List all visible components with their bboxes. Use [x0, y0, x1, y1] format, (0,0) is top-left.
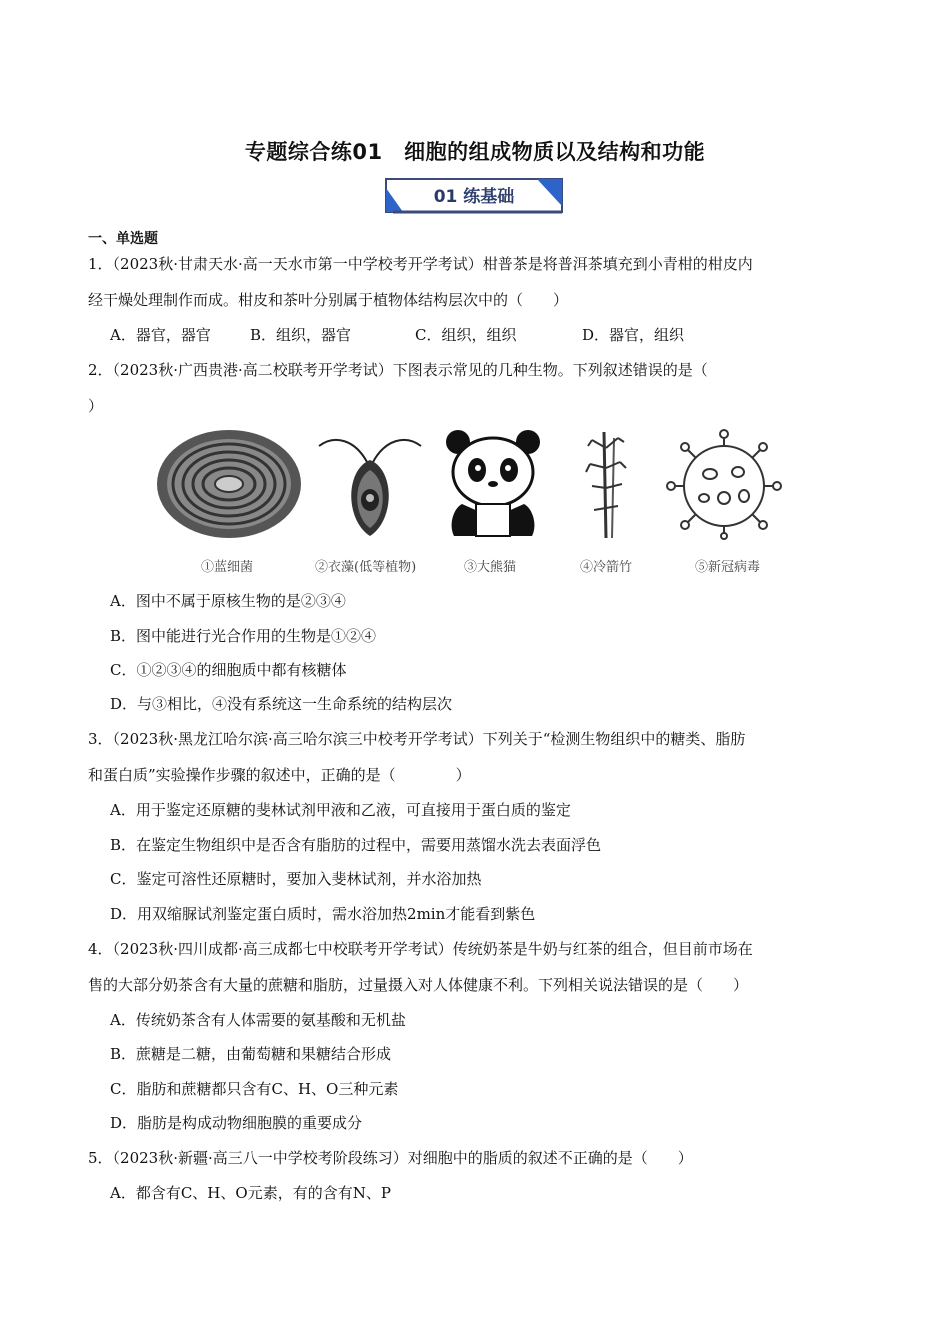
q3-stem-line1: 3．（2023秋·黑龙江哈尔滨·高三哈尔滨三中校考开学考试）下列关于“检测生物组织中的糖类、脂肪 — [88, 730, 746, 748]
cyanobacteria-image — [155, 428, 303, 540]
q5-option-a: A．都含有C、H、O元素，有的含有N、P — [110, 1184, 391, 1202]
caption-cyanobacteria: ①蓝细菌 — [201, 560, 254, 575]
q2-option-c: C．①②③④的细胞质中都有核糖体 — [110, 661, 347, 679]
q2-option-a: A．图中不属于原核生物的是②③④ — [110, 592, 346, 610]
caption-coronavirus: ⑤新冠病毒 — [695, 560, 761, 575]
q1-stem-line1: 1．（2023秋·甘肃天水·高一天水市第一中学校考开学考试）柑普茶是将普洱茶填充到小青柑的柑皮内 — [88, 255, 753, 273]
q4-option-d: D．脂肪是构成动物细胞膜的重要成分 — [110, 1114, 363, 1132]
q2-stem-line2: ） — [88, 397, 104, 415]
q2-option-d: D．与③相比，④没有系统这一生命系统的结构层次 — [110, 695, 453, 713]
badge-label: 01 练基础 — [433, 187, 515, 207]
bamboo-image — [584, 428, 632, 540]
caption-chlamydomonas: ②衣藻(低等植物) — [315, 560, 417, 575]
q4-option-c: C．脂肪和蔗糖都只含有C、H、O三种元素 — [110, 1080, 399, 1098]
panda-image — [444, 428, 542, 540]
q1-option-c: C．组织，组织 — [415, 326, 517, 344]
q1-stem-line2: 经干燥处理制作而成。柑皮和茶叶分别属于植物体结构层次中的（ ） — [88, 291, 569, 309]
section-heading: 一、单选题 — [88, 231, 158, 247]
q5-stem-line1: 5．（2023秋·新疆·高三八一中学校考阶段练习）对细胞中的脂质的叙述不正确的是（ ） — [88, 1149, 693, 1167]
caption-panda: ③大熊猫 — [464, 560, 517, 575]
q4-stem-line2: 售的大部分奶茶含有大量的蔗糖和脂肪，过量摄入对人体健康不利。下列相关说法错误的是（ ） — [88, 976, 749, 994]
q3-option-a: A．用于鉴定还原糖的斐林试剂甲液和乙液，可直接用于蛋白质的鉴定 — [110, 801, 571, 819]
q3-option-d: D．用双缩脲试剂鉴定蛋白质时，需水浴加热2min才能看到紫色 — [110, 905, 536, 923]
q4-option-a: A．传统奶茶含有人体需要的氨基酸和无机盐 — [110, 1011, 406, 1029]
q2-stem-line1: 2．（2023秋·广西贵港·高二校联考开学考试）下图表示常见的几种生物。下列叙述错误的是（ — [88, 361, 708, 379]
chlamydomonas-image — [315, 430, 425, 540]
section-badge — [385, 176, 563, 214]
q1-option-d: D．器官，组织 — [582, 326, 685, 344]
coronavirus-image — [664, 428, 784, 540]
q3-stem-line2: 和蛋白质”实验操作步骤的叙述中，正确的是（ ） — [88, 766, 471, 784]
caption-bamboo: ④冷箭竹 — [580, 560, 633, 575]
q4-option-b: B．蔗糖是二糖，由葡萄糖和果糖结合形成 — [110, 1045, 392, 1063]
q3-option-b: B．在鉴定生物组织中是否含有脂肪的过程中，需要用蒸馏水洗去表面浮色 — [110, 836, 602, 854]
q3-option-c: C．鉴定可溶性还原糖时，要加入斐林试剂，并水浴加热 — [110, 870, 482, 888]
q4-stem-line1: 4．（2023秋·四川成都·高三成都七中校联考开学考试）传统奶茶是牛奶与红茶的组合，但目前市场在 — [88, 940, 753, 958]
q1-option-b: B．组织，器官 — [250, 326, 352, 344]
q2-option-b: B．图中能进行光合作用的生物是①②④ — [110, 627, 377, 645]
q1-option-a: A．器官，器官 — [110, 326, 211, 344]
page-title: 专题综合练01 细胞的组成物质以及结构和功能 — [244, 140, 706, 164]
